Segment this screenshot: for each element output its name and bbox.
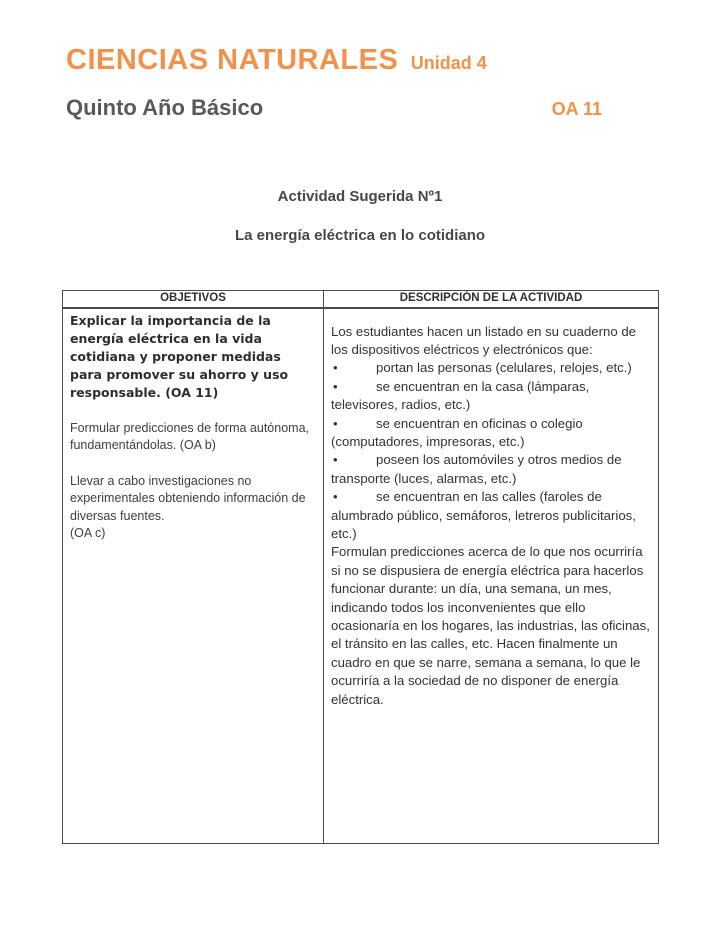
list-item-text: portan las personas (celulares, relojes, etc.) [376,360,632,376]
list-item-text: se encuentran en oficinas o colegio (computadores, impresoras, etc.) [331,415,583,449]
list-item-text: se encuentran en la casa (lámparas, televisores, radios, etc.) [331,378,590,413]
list-item [331,359,652,377]
objective-secondary-c-text: Llevar a cabo investigaciones no experimentales obteniendo información de diversas fuentes. [70,473,306,523]
grade-label: Quinto Año Básico [66,95,264,120]
objective-secondary-c-note: (OA c) [70,526,106,540]
description-outro: Formulan predicciones acerca de lo que nos ocurriría si no se dispusiera de energía eléctrica para hacerlos funcionar durante: un día, una semana, un mes, indicando todos los inconvenientes que ello ocasionaría en los hogares, las industrias, las oficinas, el tránsito en las calles, etc. Hacen finalmente un cuadro en que se narre, semana a semana, lo que le ocurriría a la sociedad de no disponer de energía eléctrica. [331,544,650,707]
table-header-row [63,291,659,308]
objectives-cell [63,308,324,844]
objective-secondary-c [70,473,315,543]
bullet-icon: • [333,378,338,394]
bullet-icon: • [333,415,338,431]
list-item-text: poseen los automóviles y otros medios de transporte (luces, alarmas, etc.) [331,452,622,486]
unit-label: Unidad 4 [410,53,487,73]
list-item-text: se encuentran en las calles (faroles de alumbrado público, semáforos, letreros publicitarios, etc.) [331,489,636,541]
grade-row [66,95,602,121]
column-header-descripcion: DESCRIPCIÓN DE LA ACTIVIDAD [324,291,659,308]
table-body-row [63,308,659,844]
list-item [331,415,652,452]
description-cell [324,308,659,844]
document-masthead [66,44,487,77]
objective-main: Explicar la importancia de la energía eléctrica en la vida cotidiana y proponer medidas para promover su ahorro y uso responsable. (OA 11) [70,312,289,400]
bullet-icon: • [333,360,338,376]
bullet-icon: • [333,452,338,468]
list-item [331,451,652,488]
description-intro: Los estudiantes hacen un listado en su cuaderno de los dispositivos eléctricos y electrónicos que: [331,323,636,357]
subject-title: CIENCIAS NATURALES [66,44,399,76]
objective-secondary-b: Formular predicciones de forma autónoma, fundamentándolas. (OA b) [70,420,310,452]
activity-title: Actividad Sugerida Nº1 [277,188,443,205]
column-header-objetivos: OBJETIVOS [63,291,324,308]
description-text [331,323,652,710]
activity-table [62,290,659,844]
oa-code: OA 11 [551,99,602,119]
list-item [331,378,652,415]
bullet-icon: • [333,489,338,505]
activity-subtitle: La energía eléctrica en lo cotidiano [234,227,486,244]
list-item [331,488,652,543]
